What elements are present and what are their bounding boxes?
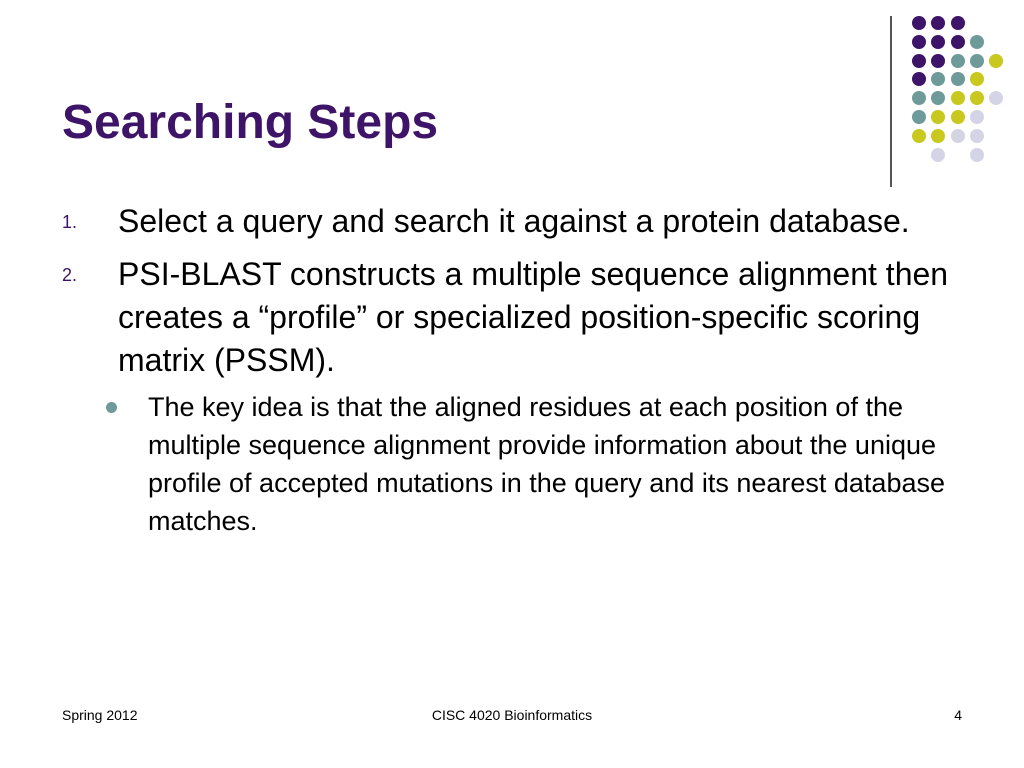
decorative-dot [951,54,965,68]
list-number-1: 1. [62,212,78,232]
decorative-dot [970,148,984,162]
decorative-dot [931,110,945,124]
decorative-dot [970,72,984,86]
decorative-dot [912,72,926,86]
bullet-list [118,388,962,540]
decorative-dot [931,91,945,105]
decorative-dot [912,91,926,105]
decorative-dot [912,129,926,143]
bullet-dot-icon [106,402,117,413]
footer-date: Spring 2012 [62,707,138,723]
numbered-list [62,200,962,550]
decorative-dot [951,129,965,143]
decorative-dot [970,35,984,49]
footer-course: CISC 4020 Bioinformatics [431,707,593,723]
decorative-dot [912,16,926,30]
decorative-dot [970,110,984,124]
decorative-dot [912,35,926,49]
decorative-dot [970,91,984,105]
footer-page-number: 4 [954,707,962,723]
list-item-text: Select a query and search it against a protein database. [118,203,910,239]
decorative-dot [931,72,945,86]
list-item-2 [62,253,962,540]
decorative-dot [931,16,945,30]
decorative-dot [951,91,965,105]
bullet-item [102,388,962,540]
title-divider-line [890,16,892,187]
decorative-dot [931,54,945,68]
bullet-item-text: The key idea is that the aligned residues at each position of the multiple sequence alignment provide information about the unique profile of accepted mutations in the query and its nearest database matches. [148,392,946,536]
decorative-dot [912,54,926,68]
decorative-dot [912,110,926,124]
decorative-dot [951,35,965,49]
decorative-dot [970,54,984,68]
list-item-1 [62,200,962,243]
decorative-dot [931,35,945,49]
decorative-dot [931,148,945,162]
decorative-dot [951,110,965,124]
decorative-dot [989,91,1003,105]
decorative-dot [951,72,965,86]
decorative-dot [951,16,965,30]
slide-title: Searching Steps [62,96,439,149]
decorative-dot [989,54,1003,68]
list-item-text: PSI-BLAST constructs a multiple sequence alignment then creates a “profile” or specialized position-specific scoring matrix (PSSM). [118,256,949,378]
decorative-dot [970,129,984,143]
decorative-dot [931,129,945,143]
list-number-2: 2. [62,265,78,285]
